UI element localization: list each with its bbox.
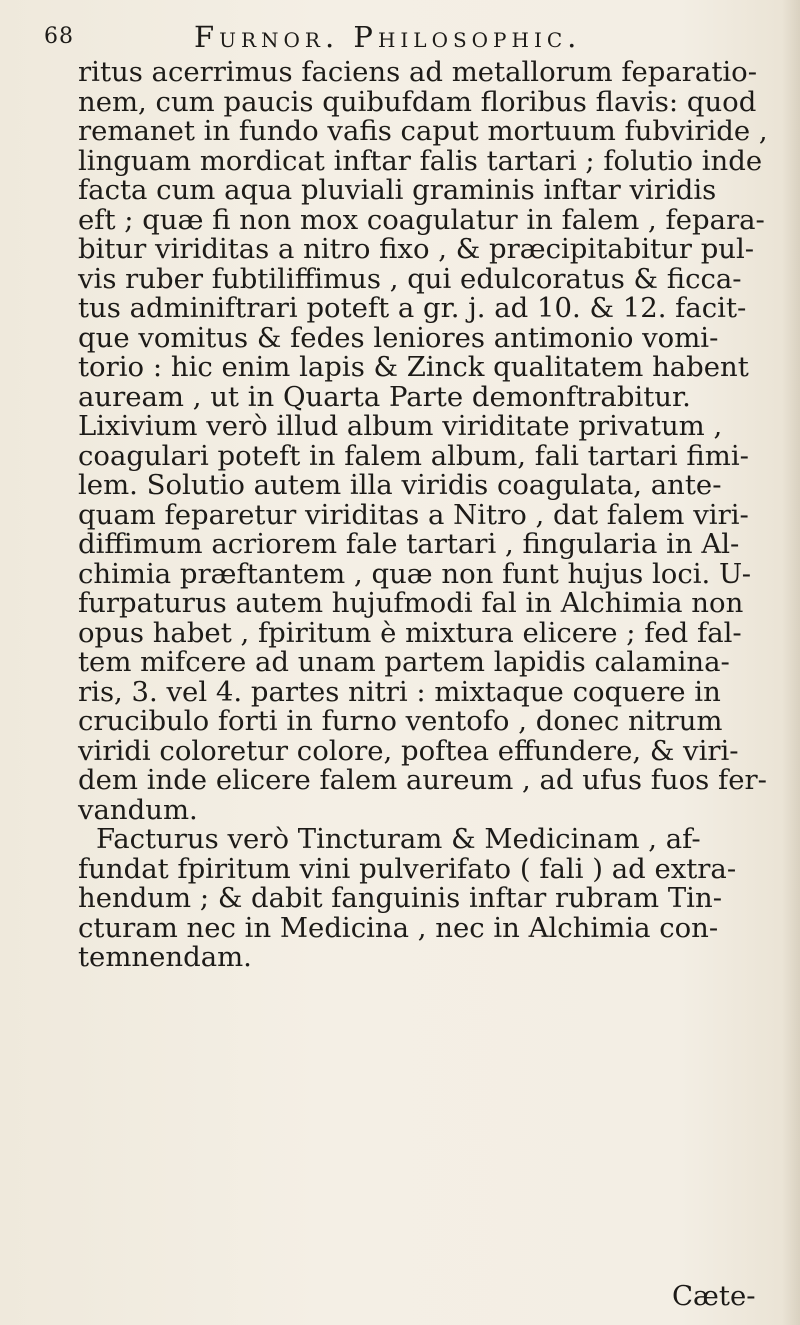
text-line: linguam mordicat inftar falis tartari ; folutio inde bbox=[78, 144, 763, 177]
text-line: hendum ; & dabit fanguinis inftar rubram Tin- bbox=[78, 882, 722, 914]
text-line: auream , ut in Quarta Parte demonftrabitur. bbox=[78, 380, 691, 413]
text-line: crucibulo forti in furno ventofo , donec nitrum bbox=[78, 705, 723, 737]
text-line: fundat fpiritum vini pulverifato ( fali ) ad extra- bbox=[78, 852, 737, 885]
text-line: chimia præftantem , quæ non funt hujus loci. U- bbox=[78, 557, 752, 590]
text-line: tem mifcere ad unam partem lapidis calamina- bbox=[78, 646, 730, 678]
text-line: dem inde elicere falem aureum , ad ufus fuos fer- bbox=[78, 764, 767, 796]
text-line: temnendam. bbox=[78, 941, 252, 973]
text-line: Lixivium verò illud album viriditate privatum , bbox=[78, 410, 723, 442]
text-line: viridi coloretur colore, poftea effundere, & viri- bbox=[78, 734, 739, 767]
text-line: Facturus verò Tincturam & Medicinam , af- bbox=[96, 823, 701, 855]
text-line: eft ; quæ fi non mox coagulatur in falem , fepara- bbox=[78, 203, 765, 236]
text-line: vis ruber fubtiliffimus , qui edulcoratus & ficca- bbox=[78, 262, 742, 295]
text-line: que vomitus & fedes leniores antimonio vomi- bbox=[78, 321, 719, 354]
text-line: ritus acerrimus faciens ad metallorum feparatio- bbox=[78, 56, 758, 88]
text-line: remanet in fundo vafis caput mortuum fubviride , bbox=[78, 115, 768, 147]
page-header bbox=[44, 18, 744, 58]
text-line: quam feparetur viriditas a Nitro , dat falem viri- bbox=[78, 498, 749, 531]
text-line: nem, cum paucis quibufdam floribus flavis: quod bbox=[78, 85, 757, 118]
text-line: tus adminiftrari poteft a gr. j. ad 10. & 12. facit- bbox=[78, 292, 747, 324]
text-line: opus habet , fpiritum è mixtura elicere ; fed fal- bbox=[78, 616, 742, 649]
text-line: coagulari poteft in falem album, fali tartari fimi- bbox=[78, 439, 749, 472]
text-line: vandum. bbox=[78, 793, 198, 826]
text-line: furpaturus autem hujufmodi fal in Alchimia non bbox=[78, 587, 744, 619]
text-line: diffimum acriorem fale tartari , fingularia in Al- bbox=[78, 528, 740, 560]
body-text bbox=[78, 58, 768, 973]
text-line: cturam nec in Medicina , nec in Alchimia con- bbox=[78, 911, 719, 944]
text-line: torio : hic enim lapis & Zinck qualitatem habent bbox=[78, 351, 749, 383]
text-line: bitur viriditas a nitro fixo , & præcipitabitur pul- bbox=[78, 233, 755, 265]
text-line: facta cum aqua pluviali graminis inftar viridis bbox=[78, 174, 717, 206]
running-head: Furnor. Philosophic. bbox=[194, 20, 582, 54]
page-edge-shadow bbox=[782, 0, 800, 1325]
text-line: lem. Solutio autem illa viridis coagulata, ante- bbox=[78, 469, 722, 501]
text-line: ris, 3. vel 4. partes nitri : mixtaque coquere in bbox=[78, 675, 721, 708]
catchword: Cæte- bbox=[672, 1280, 756, 1312]
page-number: 68 bbox=[44, 24, 74, 49]
